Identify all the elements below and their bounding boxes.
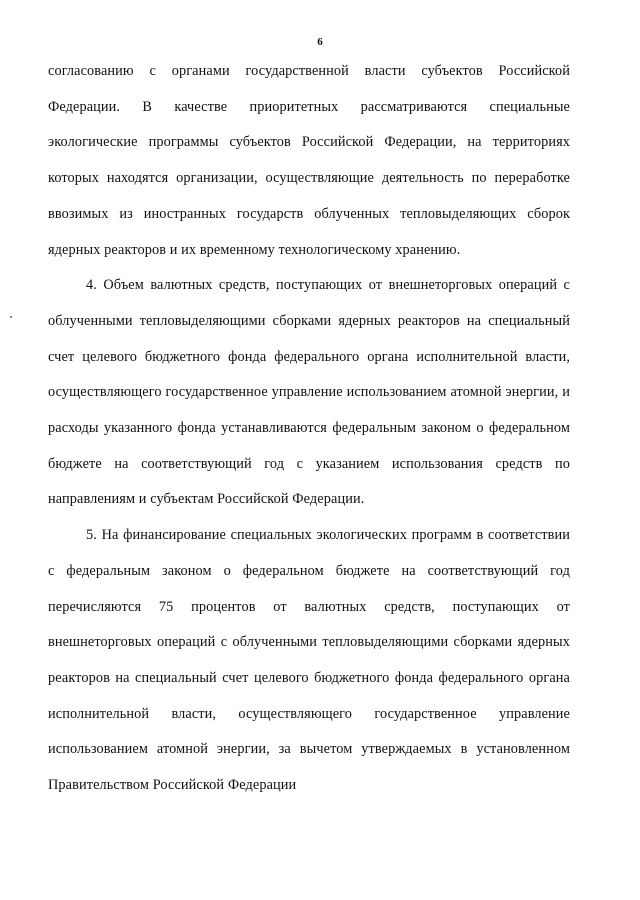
document-body — [48, 54, 570, 804]
paragraph-item-4: 4. Объем валютных средств, поступающих от внешнеторговых операций с облученными тепловыделяющими сборками ядерных реакторов на специальный счет целевого бюджетного фонда федерального органа исполнительной власти, осуществляющего государственное управление использованием атомной энергии, и расходы указанного фонда устанавливаются федеральным законом о федеральном бюджете на соответствующий год с указанием использования средств по направлениям и субъектам Российской Федерации. — [48, 277, 570, 508]
paragraph-item-5: 5. На финансирование специальных экологических программ в соответствии с федеральным законом о федеральном бюджете на соответствующий год перечисляются 75 процентов от валютных средств, поступающих от внешнеторговых операций с облученными тепловыделяющими сборками ядерных реакторов на специальный счет целевого бюджетного фонда федерального органа исполнительной власти, осуществляющего государственное управление использованием атомной энергии, за вычетом утверждаемых в установленном Правительством Российской Федерации — [48, 527, 570, 794]
margin-mark — [10, 316, 12, 318]
page-number: 6 — [317, 36, 323, 48]
paragraph-continuation: согласованию с органами государственной власти субъектов Российской Федерации. В качестве приоритетных рассматриваются специальные экологические программы субъектов Российской Федерации, на территориях которых находятся организации, осуществляющие деятельность по переработке ввозимых из иностранных государств облученных тепловыделяющих сборок ядерных реакторов и их временному технологическому хранению. — [48, 63, 570, 258]
